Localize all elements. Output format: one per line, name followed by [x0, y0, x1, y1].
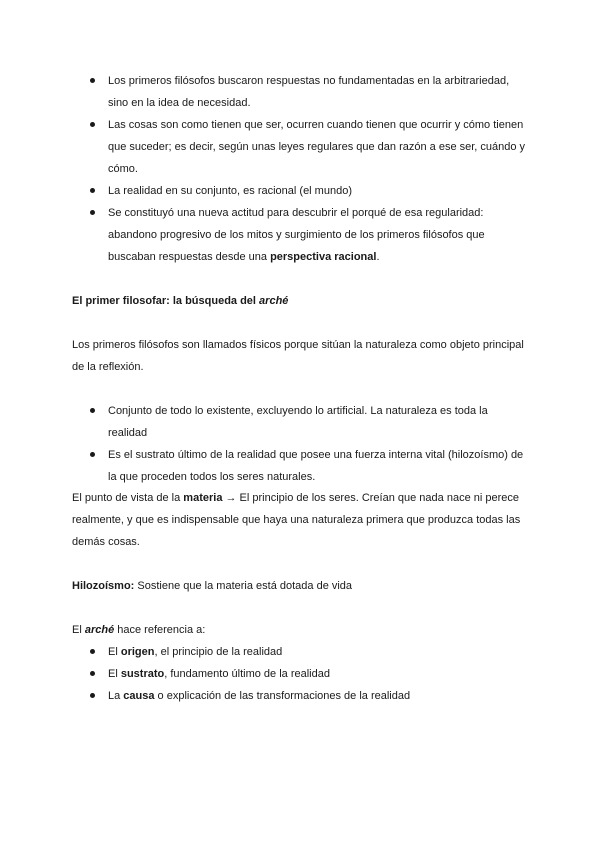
materia-text-end: → El principio de los seres. Creían que nada nace ni perece realmente, y que es indispensable que haya una naturaleza primera que produzca todas las demás cosas.	[72, 492, 521, 548]
necessity-bullet-list	[88, 70, 528, 268]
list-item-text-start: Se constituyó una nueva actitud para descubrir el porqué de esa regularidad: abandono progresivo de los mitos y surgimiento de los primeros filósofos que buscaban respuestas desde una	[108, 207, 485, 263]
nature-bullet-list	[88, 400, 528, 488]
hilozoismo-paragraph	[72, 575, 532, 597]
list-item	[88, 70, 528, 114]
section-heading-arche: arché	[259, 295, 289, 307]
list-item-text: Conjunto de todo lo existente, excluyendo lo artificial. La naturaleza es toda la realidad	[108, 405, 488, 439]
list-item-text: Los primeros filósofos buscaron respuestas no fundamentadas en la arbitrariedad, sino en la idea de necesidad.	[108, 75, 510, 109]
origen-term: origen	[120, 646, 155, 658]
list-item-text-end: o explicación de las transformaciones de la realidad	[154, 690, 411, 702]
section-intro-paragraph	[72, 334, 532, 378]
materia-text-start: El punto de vista de la	[72, 492, 184, 504]
hilozoismo-term: Hilozoísmo:	[72, 580, 135, 592]
list-item-text-end: , el principio de la realidad	[154, 646, 283, 658]
arche-term	[85, 624, 114, 636]
list-item-text: Es el sustrato último de la realidad que posee una fuerza interna vital (hilozoísmo) de la que proceden todos los seres naturales.	[108, 449, 524, 483]
list-item-text: La realidad en su conjunto, es racional (el mundo)	[108, 185, 352, 197]
arche-intro-start: El	[72, 624, 85, 636]
list-item	[88, 663, 528, 685]
arche-intro-end: hace referencia a:	[114, 624, 206, 636]
perspectiva-racional-term: perspectiva racional	[270, 251, 377, 263]
list-item	[88, 641, 528, 663]
arche-intro-paragraph	[72, 619, 532, 641]
arche-term-text: arché	[84, 624, 115, 636]
list-item	[88, 202, 528, 268]
sustrato-term: sustrato	[120, 668, 165, 680]
arche-bullet-list	[88, 641, 528, 707]
causa-term: causa	[123, 690, 155, 702]
list-item	[88, 444, 528, 488]
section-intro-text: Los primeros filósofos son llamados físicos porque sitúan la naturaleza como objeto principal de la reflexión.	[72, 339, 524, 373]
list-item	[88, 114, 528, 180]
list-item-text-start: El	[108, 646, 121, 658]
section-heading-text: El primer filosofar: la búsqueda del	[72, 295, 260, 307]
hilozoismo-definition: Sostiene que la materia está dotada de vida	[134, 580, 353, 592]
list-item-text-start: El	[108, 668, 121, 680]
section-heading	[72, 290, 532, 312]
materia-paragraph	[72, 487, 532, 553]
list-item	[88, 685, 528, 707]
list-item-text-start: La	[108, 690, 124, 702]
list-item-text-end: .	[376, 251, 380, 263]
list-item	[88, 180, 528, 202]
materia-term: materia	[183, 492, 223, 504]
list-item	[88, 400, 528, 444]
list-item-text: Las cosas son como tienen que ser, ocurren cuando tienen que ocurrir y cómo tienen que suceder; es decir, según unas leyes regulares que dan razón a ese ser, cuándo y cómo.	[108, 119, 526, 175]
list-item-text-end: , fundamento último de la realidad	[164, 668, 330, 680]
